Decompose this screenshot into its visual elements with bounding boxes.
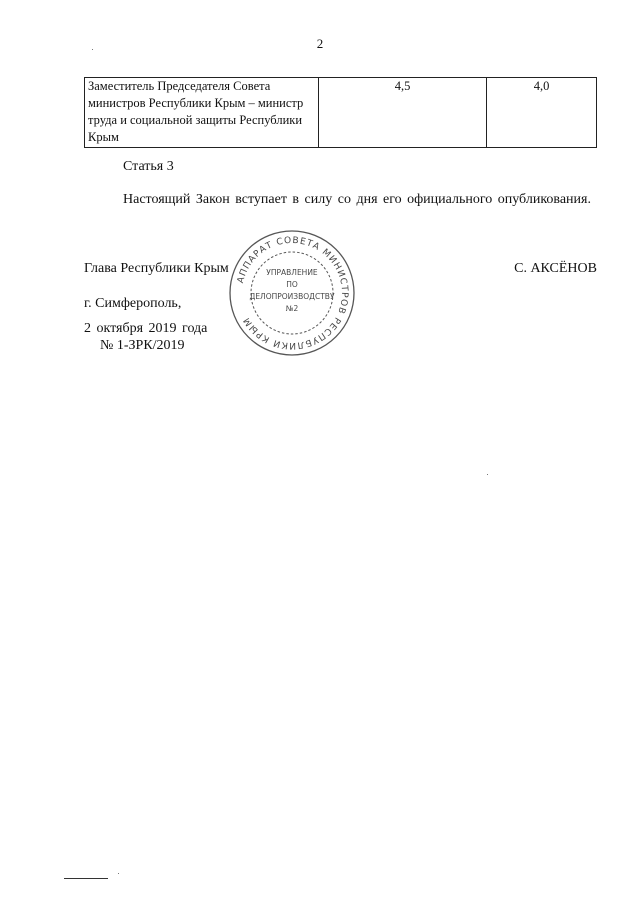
signatory-title: Глава Республики Крым <box>84 261 229 276</box>
value-cell-2: 4,0 <box>487 78 597 148</box>
stamp-ring-text: АППАРАТ СОВЕТА МИНИСТРОВ РЕСПУБЛИКИ КРЫМ <box>235 235 350 351</box>
stamp-line-1: УПРАВЛЕНИЕ <box>266 268 318 277</box>
signing-place: г. Симферополь, <box>84 296 182 311</box>
page-number: 2 <box>316 36 324 51</box>
scan-artifact <box>487 474 488 475</box>
article-text: Настоящий Закон вступает в силу со дня его официального опубликования. <box>123 192 591 207</box>
stamp-line-2: ПО <box>286 280 298 289</box>
position-rates-table <box>84 77 597 148</box>
article-heading: Статья 3 <box>123 159 174 174</box>
stamp-line-3: ДЕЛОПРОИЗВОДСТВУ <box>249 292 335 301</box>
signatory-name: С. АКСЁНОВ <box>514 261 597 276</box>
law-number: № 1-ЗРК/2019 <box>100 338 185 353</box>
signing-date: 2 октября 2019 года <box>84 321 208 336</box>
value-cell-1: 4,5 <box>319 78 487 148</box>
scan-artifact <box>92 49 93 50</box>
position-cell: Заместитель Председателя Совета министров Республики Крым – министр труда и социальной защиты Республики Крым <box>85 78 319 148</box>
stamp-line-4: №2 <box>285 304 299 313</box>
table-row <box>85 78 597 148</box>
scan-artifact <box>118 873 119 874</box>
footer-line <box>64 878 108 879</box>
official-stamp <box>228 229 356 357</box>
